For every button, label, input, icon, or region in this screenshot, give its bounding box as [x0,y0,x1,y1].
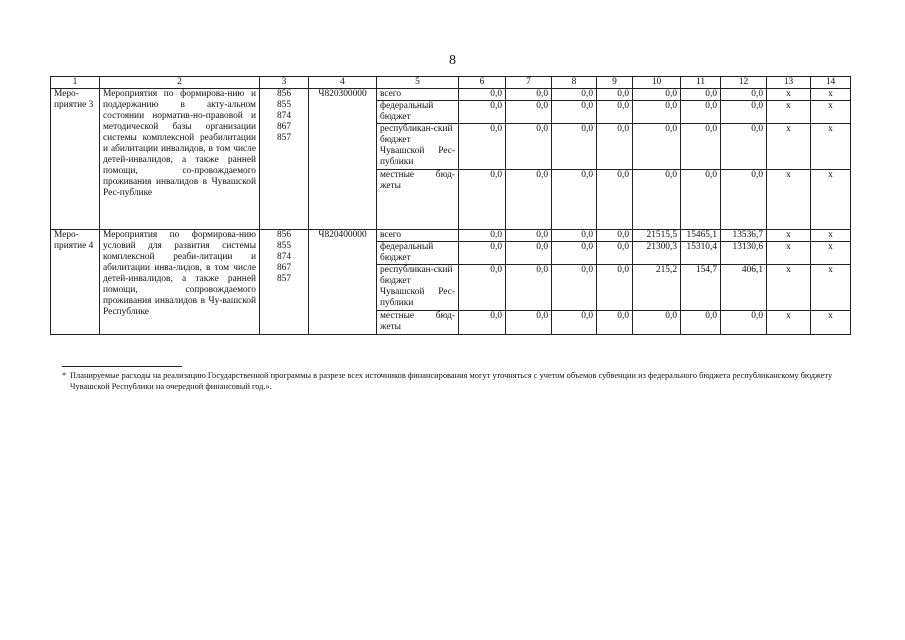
column-number: 12 [721,77,767,89]
budget-code: 857 [276,274,292,284]
budget-codes [260,89,309,230]
kbk-code: Ч820400000 [309,230,377,335]
budget-code: 855 [276,100,292,110]
funding-value: 0,0 [721,170,767,230]
funding-value: 0,0 [459,124,506,170]
budget-code: 856 [276,89,292,99]
column-number: 13 [767,77,811,89]
funding-value: 0,0 [552,124,597,170]
funding-value: 0,0 [506,89,552,101]
funding-value: 215,2 [633,265,681,311]
funding-value: 15465,1 [681,230,721,242]
funding-x: x [767,230,811,242]
funding-value: 0,0 [681,170,721,230]
funding-value: 0,0 [633,311,681,335]
budget-table [50,76,851,335]
column-number: 8 [552,77,597,89]
budget-code: 867 [276,122,292,132]
column-number: 11 [681,77,721,89]
column-number-row [51,77,851,89]
funding-value: 0,0 [633,89,681,101]
funding-value: 0,0 [597,242,633,265]
funding-value: 0,0 [552,170,597,230]
funding-value: 0,0 [633,170,681,230]
column-number: 1 [51,77,100,89]
activity-cell: Меро-приятие 4 [51,230,100,335]
budget-code: 867 [276,263,292,273]
column-number: 9 [597,77,633,89]
funding-value: 0,0 [459,311,506,335]
funding-value: 0,0 [721,89,767,101]
funding-value: 0,0 [597,230,633,242]
funding-value: 0,0 [459,170,506,230]
funding-value: 0,0 [721,101,767,124]
funding-value: 0,0 [597,89,633,101]
funding-value: 0,0 [552,242,597,265]
table-row [51,89,851,101]
funding-value: 0,0 [633,124,681,170]
funding-value: 13536,7 [721,230,767,242]
funding-x: x [767,311,811,335]
funding-x: x [767,242,811,265]
budget-code: 874 [276,111,292,121]
column-number: 14 [811,77,851,89]
funding-x: x [811,170,851,230]
funding-value: 0,0 [459,89,506,101]
funding-value: 0,0 [459,265,506,311]
funding-value: 0,0 [597,124,633,170]
funding-x: x [811,230,851,242]
funding-value: 0,0 [506,170,552,230]
footnote-divider [62,366,182,367]
budget-codes [260,230,309,335]
funding-value: 0,0 [459,242,506,265]
funding-x: x [767,101,811,124]
funding-source: республикан-ский бюджет Чувашской Рес-публики [377,124,459,170]
funding-source: федеральный бюджет [377,101,459,124]
funding-x: x [811,124,851,170]
funding-value: 13130,6 [721,242,767,265]
column-number: 3 [260,77,309,89]
page-number: 8 [449,53,456,68]
funding-source: всего [377,89,459,101]
funding-value: 0,0 [552,265,597,311]
funding-value: 406,1 [721,265,767,311]
funding-value: 21515,5 [633,230,681,242]
funding-value: 0,0 [506,101,552,124]
funding-value: 0,0 [552,230,597,242]
funding-value: 0,0 [506,311,552,335]
funding-value: 0,0 [633,101,681,124]
funding-value: 21300,3 [633,242,681,265]
funding-value: 154,7 [681,265,721,311]
funding-x: x [811,89,851,101]
funding-value: 0,0 [597,311,633,335]
funding-value: 0,0 [597,170,633,230]
column-number: 6 [459,77,506,89]
funding-value: 15310,4 [681,242,721,265]
funding-x: x [767,124,811,170]
funding-x: x [767,170,811,230]
funding-value: 0,0 [506,230,552,242]
funding-value: 0,0 [597,265,633,311]
column-number: 7 [506,77,552,89]
funding-value: 0,0 [552,101,597,124]
activity-cell: Меро-приятие 3 [51,89,100,230]
funding-value: 0,0 [681,101,721,124]
column-number: 10 [633,77,681,89]
funding-value: 0,0 [681,124,721,170]
funding-x: x [811,242,851,265]
funding-value: 0,0 [506,124,552,170]
column-number: 5 [377,77,459,89]
funding-value: 0,0 [721,311,767,335]
funding-x: x [767,265,811,311]
budget-code: 855 [276,241,292,251]
funding-value: 0,0 [721,124,767,170]
kbk-code: Ч820300000 [309,89,377,230]
funding-source: республикан-ский бюджет Чувашской Рес-публики [377,265,459,311]
funding-value: 0,0 [506,265,552,311]
footnote [62,370,852,392]
table-row [51,230,851,242]
funding-value: 0,0 [459,230,506,242]
funding-x: x [811,101,851,124]
budget-code: 874 [276,252,292,262]
funding-source: местные бюд-жеты [377,170,459,230]
funding-value: 0,0 [681,311,721,335]
funding-value: 0,0 [506,242,552,265]
footnote-text: Планируемые расходы на реализацию Государственной программы в разрезе всех источников финансирования могут уточняться с учетом объемов субвенции из федерального бюджета республиканскому бюджету Чувашской Республики на очередной финансовый год.». [70,371,833,391]
funding-value: 0,0 [597,101,633,124]
funding-value: 0,0 [681,89,721,101]
budget-code: 857 [276,133,292,143]
funding-value: 0,0 [552,311,597,335]
funding-source: федеральный бюджет [377,242,459,265]
funding-x: x [811,265,851,311]
footnote-marker: * [62,371,67,380]
budget-code: 856 [276,230,292,240]
column-number: 4 [309,77,377,89]
funding-x: x [767,89,811,101]
funding-x: x [811,311,851,335]
funding-value: 0,0 [552,89,597,101]
funding-value: 0,0 [459,101,506,124]
activity-description: Мероприятия по формирова-нию и поддержанию в акту-альном состоянии норматив-но-правовой и методической базы организации системы комплексной реабилитации и абилитации инвалидов, в том числе детей-инвалидов, а также ранней помощи, со-провождаемого проживания инвалидов в Чувашской Рес-публике [100,89,260,230]
activity-description: Мероприятия по формирова-нию условий для развития системы комплексной реаби-литации и абилитации инва-лидов, в том числе детей-инвалидов, а также ранней помощи, сопровождаемого проживания инвалидов в Чу-вашской Республике [100,230,260,335]
column-number: 2 [100,77,260,89]
funding-source: всего [377,230,459,242]
funding-source: местные бюд-жеты [377,311,459,335]
